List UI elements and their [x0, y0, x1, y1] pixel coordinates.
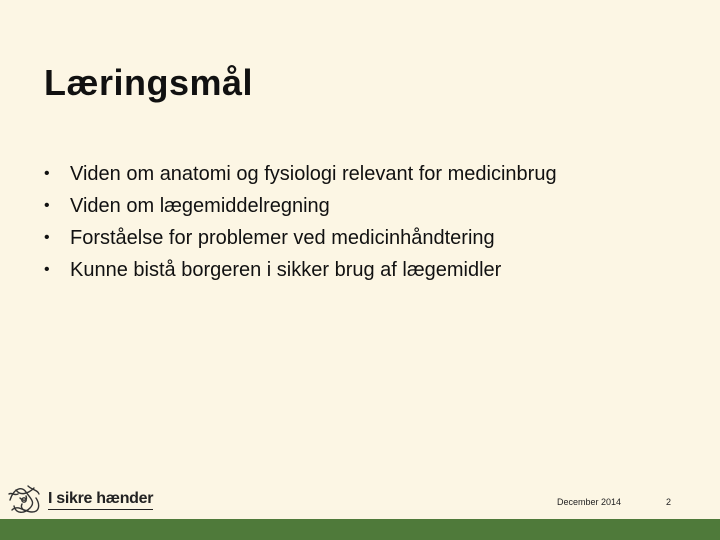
page-number: 2 — [666, 497, 672, 507]
bullet-item — [44, 158, 557, 190]
tangled-knot-icon — [6, 482, 42, 518]
bullet-marker: • — [44, 197, 50, 214]
footer-date: December 2014 — [557, 497, 622, 507]
bottom-bar — [0, 519, 720, 540]
bullet-item — [44, 190, 557, 222]
bullet-text: Forståelse for problemer ved medicinhåndtering — [70, 226, 495, 249]
bullet-marker: • — [44, 261, 50, 278]
logo-text: I sikre hænder — [48, 490, 153, 510]
slide-title: Læringsmål — [44, 62, 254, 103]
bullet-marker: • — [44, 229, 50, 246]
bullet-text: Viden om lægemiddelregning — [70, 194, 330, 217]
bullet-list — [44, 158, 557, 286]
bullet-marker: • — [44, 165, 50, 182]
bullet-item — [44, 222, 557, 254]
bullet-text: Kunne bistå borgeren i sikker brug af lægemidler — [70, 258, 502, 281]
bullet-text: Viden om anatomi og fysiologi relevant for medicinbrug — [70, 162, 557, 185]
footer-logo — [6, 482, 153, 518]
bullet-item — [44, 254, 557, 286]
